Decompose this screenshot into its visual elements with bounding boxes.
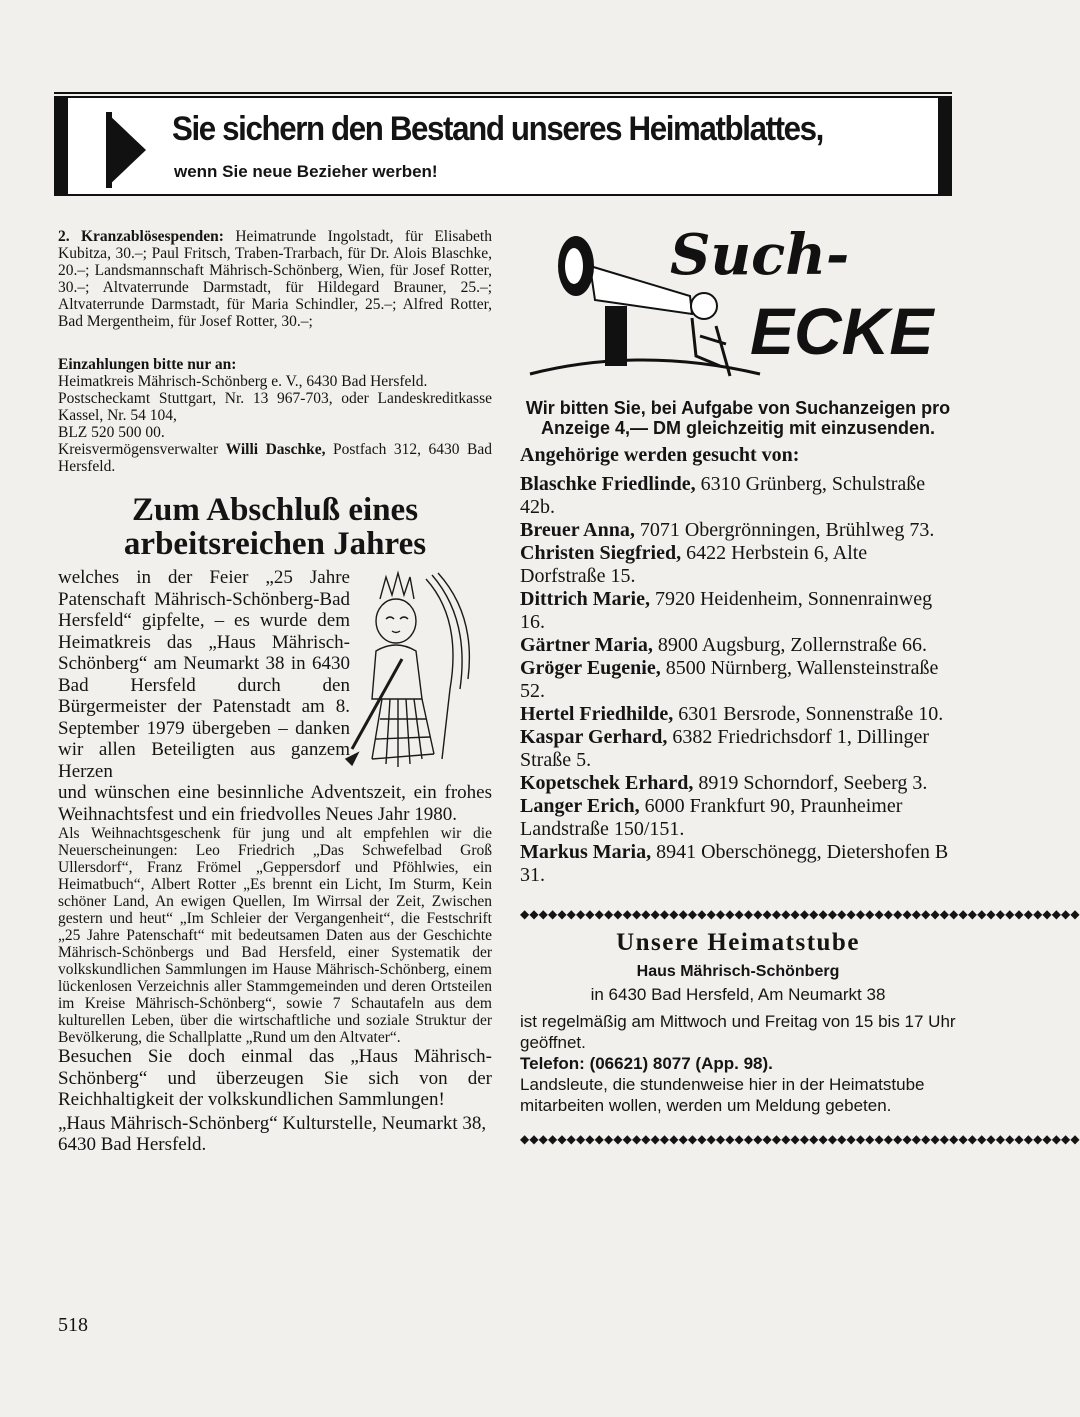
wanted-entry [520, 473, 956, 519]
payment-line-2: Postscheckamt Stuttgart, Nr. 13 967-703, oder Landeskreditkasse Kassel, Nr. 54 104, [58, 390, 492, 424]
such-logo-word: Such- [670, 222, 850, 288]
banner-headline: Sie sichern den Bestand unseres Heimatblattes, [172, 110, 824, 148]
article-gift-text: Als Weihnachtsgeschenk für jung und alt empfehlen wir die Neuerscheinungen: Leo Friedrich „Das Schwefelbad Groß Ullersdorf“, Franz Frömel „Geppersdorf und Pföhlwies, ein Heimatbuch“, Albert Rotter „Es brennt ein Licht, Im Sturm, Kein schöner Land, An ewigen Quellen, Im Wirrsal der Zeit, Zwischen gestern und heut“ „Im Schleier der Vergangenheit“, die Festschrift „25 Jahre Patenschaft“ mit bedeutsamen Daten aus der Geschichte Mährisch-Schönbergs und Bad Hersfeld, einer Systematik der volkskundlichen Sammlungen im Hause Mährisch-Schönberg, einem lückenlosen Verzeichnis aller Stammgemeinden und deren Ortsteilen im Kreise Mährisch-Schönberg“, sowie 7 Schautafeln aus dem kulturellen Leben, über die wirtschaftliche und soziale Struktur der Bevölkerung, die Schallplatte „Rund um den Altvater“. [58, 825, 492, 1046]
diamond-divider-bottom: ◆◆◆◆◆◆◆◆◆◆◆◆◆◆◆◆◆◆◆◆◆◆◆◆◆◆◆◆◆◆◆◆◆◆◆◆◆◆◆◆◆◆◆◆◆◆◆◆◆◆◆◆◆◆◆◆◆◆◆◆ [520, 1132, 1080, 1146]
heimatstube-phone: Telefon: (06621) 8077 (App. 98). [520, 1054, 773, 1073]
wanted-entry-name: Kopetschek Erhard, [520, 772, 694, 794]
wanted-entry [520, 519, 956, 542]
heimatstube-call: Landsleute, die stundenweise hier in der Heimatstube mitarbeiten wollen, werden um Meldung gebeten. [520, 1075, 925, 1115]
wanted-entry [520, 795, 956, 841]
wanted-entry-address: 6000 Frankfurt 90, Praunheimer Landstraße 150/151. [520, 795, 903, 840]
wanted-heading: Angehörige werden gesucht von: [520, 444, 800, 466]
wanted-entry [520, 703, 956, 726]
subscription-banner [54, 96, 952, 196]
banner-right-bar [938, 98, 950, 194]
wanted-entry-name: Christen Siegfried, [520, 542, 682, 564]
article-address: „Haus Mährisch-Schönberg“ Kulturstelle, Neumarkt 38, 6430 Bad Hersfeld. [58, 1112, 487, 1155]
heimatstube-section [520, 907, 1080, 1146]
banner-top-rule [54, 92, 952, 94]
article-narrow-text: welches in der Feier „25 Jahre Patenschaft Mährisch-Schönberg-Bad Hersfeld“ gipfelte, – es wurde dem Heimatkreis das „Haus Mährisch-Schönberg“ am Neumarkt 38 in 6430 Bad Hersfeld durch den Bürgermeister der Patenstadt am 8. September 1979 übergeben – danken wir allen Beteiligten aus ganzem Herzen [58, 567, 350, 782]
such-notice: Wir bitten Sie, bei Aufgabe von Suchanzeigen pro Anzeige 4,— DM gleichzeitig mit einzusenden. [525, 398, 951, 438]
wanted-entry [520, 772, 956, 795]
wanted-entry [520, 841, 956, 887]
heimatstube-subtitle: Haus Mährisch-Schönberg [636, 963, 840, 980]
wanted-entry-name: Gröger Eugenie, [520, 657, 661, 679]
wanted-entry-name: Langer Erich, [520, 795, 640, 817]
wanted-entry-address: 8941 Oberschönegg, Dietershofen B 31. [520, 841, 949, 886]
article-title: Zum Abschluß eines arbeitsreichen Jahres [123, 492, 427, 562]
payment-section [58, 356, 492, 475]
wanted-entry-address: 8900 Augsburg, Zollernstraße 66. [657, 634, 927, 656]
wanted-entry-name: Blaschke Friedlinde, [520, 473, 696, 495]
heimatstube-address: in 6430 Bad Hersfeld, Am Neumarkt 38 [590, 985, 886, 1004]
wanted-entry [520, 657, 956, 703]
heimatstube-hours: ist regelmäßig am Mittwoch und Freitag von 15 bis 17 Uhr geöffnet. [520, 1012, 956, 1052]
wanted-entry-address: 7071 Obergrönningen, Brühlweg 73. [639, 519, 935, 541]
payment-line-3: BLZ 520 500 00. [58, 424, 165, 441]
wanted-entry-name: Breuer Anna, [520, 519, 635, 541]
wanted-entry-name: Kaspar Gerhard, [520, 726, 668, 748]
article-body [58, 567, 492, 1156]
banner-subline: wenn Sie neue Bezieher werben! [174, 162, 438, 181]
arrow-right-icon [106, 112, 146, 188]
kranz-text: Heimatrunde Ingolstadt, für Elisabeth Kubitza, 30.–; Paul Fritsch, Traben-Trarbach, für Dr. Alois Blaschke, 20.–; Landsmannschaft Mährisch-Schönberg, Wien, für Josef Rotter, 30.–; Altvaterrunde Darmstadt, für Hildegard Brauner, 25.–; Altvaterrunde Darmstadt, für Maria Schindler, 25.–; Alfred Rotter, Bad Mergentheim, für Josef Rotter, 30.–; [58, 228, 492, 330]
banner-left-bar [56, 98, 68, 194]
article-visit-text: Besuchen Sie doch einmal das „Haus Mährisch-Schönberg“ und überzeugen Sie sich von der Reichhaltigkeit der volkskundlichen Sammlungen! [58, 1046, 492, 1110]
telescope-man-icon [520, 222, 956, 386]
ecke-logo-word: ECKE [750, 294, 934, 368]
kranz-section [58, 228, 492, 330]
payment-line-1: Heimatkreis Mährisch-Schönberg e. V., 6430 Bad Hersfeld. [58, 373, 428, 390]
diamond-divider-top: ◆◆◆◆◆◆◆◆◆◆◆◆◆◆◆◆◆◆◆◆◆◆◆◆◆◆◆◆◆◆◆◆◆◆◆◆◆◆◆◆◆◆◆◆◆◆◆◆◆◆◆◆◆◆◆◆◆◆◆◆ [520, 907, 1080, 921]
wanted-entry [520, 726, 956, 772]
wanted-entry [520, 542, 956, 588]
wanted-entry [520, 634, 956, 657]
wanted-entry-name: Markus Maria, [520, 841, 652, 863]
article-wide-text: und wünschen eine besinnliche Adventszeit, ein frohes Weihnachtsfest und ein friedvolles Neues Jahr 1980. [58, 782, 492, 825]
wanted-entry [520, 588, 956, 634]
wanted-entry-address: 8500 Nürnberg, Wallensteinstraße 52. [520, 657, 939, 702]
such-ecke-logo [520, 222, 956, 386]
payment-label: Einzahlungen bitte nur an: [58, 356, 237, 373]
page-number: 518 [58, 1314, 88, 1336]
kranz-label: 2. Kranzablösespenden: [58, 228, 224, 245]
left-column [58, 228, 492, 1156]
wanted-entry-address: 6382 Friedrichsdorf 1, Dillinger Straße 5. [520, 726, 930, 771]
angel-illustration-icon [342, 559, 482, 789]
wanted-entry-address: 7920 Heidenheim, Sonnenrainweg 16. [520, 588, 933, 633]
wanted-list [520, 473, 956, 887]
wanted-entry-address: 6422 Herbstein 6, Alte Dorfstraße 15. [520, 542, 868, 587]
wanted-entry-address: 8919 Schorndorf, Seeberg 3. [698, 772, 928, 794]
wanted-entry-address: 6301 Bersrode, Sonnenstraße 10. [678, 703, 944, 725]
payment-line-4: Kreisvermögensverwalter Willi Daschke, Postfach 312, 6430 Bad Hersfeld. [58, 441, 493, 475]
right-column [520, 222, 1080, 1146]
wanted-entry-name: Hertel Friedhilde, [520, 703, 674, 725]
wanted-entry-address: 6310 Grünberg, Schulstraße 42b. [520, 473, 926, 518]
heimatstube-title: Unsere Heimatstube [616, 929, 860, 956]
wanted-entry-name: Dittrich Marie, [520, 588, 650, 610]
wanted-entry-name: Gärtner Maria, [520, 634, 653, 656]
